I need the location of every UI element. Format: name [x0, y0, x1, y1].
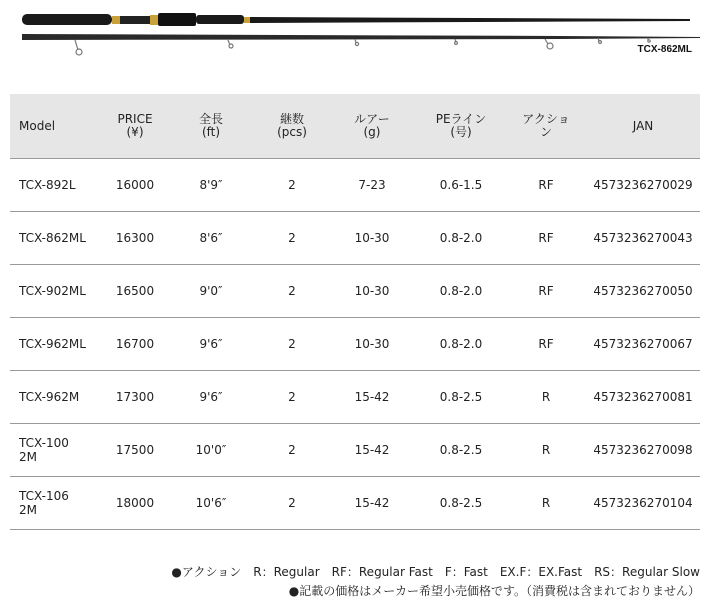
cell-action: RF — [506, 265, 586, 318]
cell-model: TCX-1062M — [10, 477, 104, 530]
cell-lure: 15-42 — [328, 371, 416, 424]
cell-lure: 7-23 — [328, 159, 416, 212]
cell-pieces: 2 — [256, 477, 328, 530]
cell-model: TCX-962M — [10, 371, 104, 424]
cell-jan: 4573236270067 — [586, 318, 700, 371]
cell-jan: 4573236270043 — [586, 212, 700, 265]
header-length: 全長 (ft) — [166, 94, 256, 159]
footnotes — [171, 563, 700, 601]
cell-jan: 4573236270029 — [586, 159, 700, 212]
cell-pieces: 2 — [256, 424, 328, 477]
cell-pe-line: 0.6-1.5 — [416, 159, 506, 212]
cell-pe-line: 0.8-2.0 — [416, 265, 506, 318]
header-lure: ルアー (g) — [328, 94, 416, 159]
cell-action: RF — [506, 159, 586, 212]
cell-pe-line: 0.8-2.5 — [416, 424, 506, 477]
table-row — [10, 265, 700, 318]
cell-jan: 4573236270050 — [586, 265, 700, 318]
cell-length: 10'6″ — [166, 477, 256, 530]
table-row — [10, 371, 700, 424]
action-legend: ●アクション R：Regular RF：Regular Fast F：Fast EX.F：EX.Fast RS：Regular Slow — [171, 565, 700, 579]
cell-price: 16000 — [104, 159, 166, 212]
cell-pieces: 2 — [256, 371, 328, 424]
cell-jan: 4573236270104 — [586, 477, 700, 530]
cell-jan: 4573236270098 — [586, 424, 700, 477]
table-row — [10, 159, 700, 212]
cell-pe-line: 0.8-2.5 — [416, 371, 506, 424]
cell-lure: 10-30 — [328, 265, 416, 318]
cell-pieces: 2 — [256, 265, 328, 318]
rod-product-image — [0, 0, 710, 72]
rod-model-label: TCX-862ML — [637, 44, 692, 55]
cell-pieces: 2 — [256, 212, 328, 265]
cell-model: TCX-902ML — [10, 265, 104, 318]
table-row — [10, 212, 700, 265]
cell-price: 17500 — [104, 424, 166, 477]
table-row — [10, 424, 700, 477]
cell-model: TCX-1002M — [10, 424, 104, 477]
header-model: Model — [10, 94, 104, 159]
spec-table — [10, 94, 700, 530]
cell-lure: 15-42 — [328, 477, 416, 530]
cell-pieces: 2 — [256, 159, 328, 212]
cell-lure: 10-30 — [328, 318, 416, 371]
cell-action: R — [506, 424, 586, 477]
cell-length: 9'6″ — [166, 371, 256, 424]
cell-jan: 4573236270081 — [586, 371, 700, 424]
cell-model: TCX-892L — [10, 159, 104, 212]
cell-pe-line: 0.8-2.0 — [416, 318, 506, 371]
fishing-rod-illustration — [0, 0, 710, 72]
cell-length: 9'6″ — [166, 318, 256, 371]
cell-pe-line: 0.8-2.5 — [416, 477, 506, 530]
price-note: ●記載の価格はメーカー希望小売価格です。（消費税は含まれておりません） — [288, 584, 700, 598]
cell-length: 10'0″ — [166, 424, 256, 477]
cell-length: 8'9″ — [166, 159, 256, 212]
cell-lure: 15-42 — [328, 424, 416, 477]
cell-action: R — [506, 371, 586, 424]
table-row — [10, 477, 700, 530]
header-pieces: 継数 (pcs) — [256, 94, 328, 159]
table-header-row — [10, 94, 700, 159]
cell-pieces: 2 — [256, 318, 328, 371]
cell-pe-line: 0.8-2.0 — [416, 212, 506, 265]
cell-lure: 10-30 — [328, 212, 416, 265]
cell-length: 8'6″ — [166, 212, 256, 265]
header-action: アクション — [506, 94, 586, 159]
cell-price: 17300 — [104, 371, 166, 424]
cell-length: 9'0″ — [166, 265, 256, 318]
header-price: PRICE (¥) — [104, 94, 166, 159]
cell-action: R — [506, 477, 586, 530]
cell-model: TCX-862ML — [10, 212, 104, 265]
cell-action: RF — [506, 318, 586, 371]
table-row — [10, 318, 700, 371]
header-pe-line: PEライン (号) — [416, 94, 506, 159]
cell-model: TCX-962ML — [10, 318, 104, 371]
cell-action: RF — [506, 212, 586, 265]
cell-price: 18000 — [104, 477, 166, 530]
cell-price: 16300 — [104, 212, 166, 265]
cell-price: 16500 — [104, 265, 166, 318]
cell-price: 16700 — [104, 318, 166, 371]
header-jan: JAN — [586, 94, 700, 159]
